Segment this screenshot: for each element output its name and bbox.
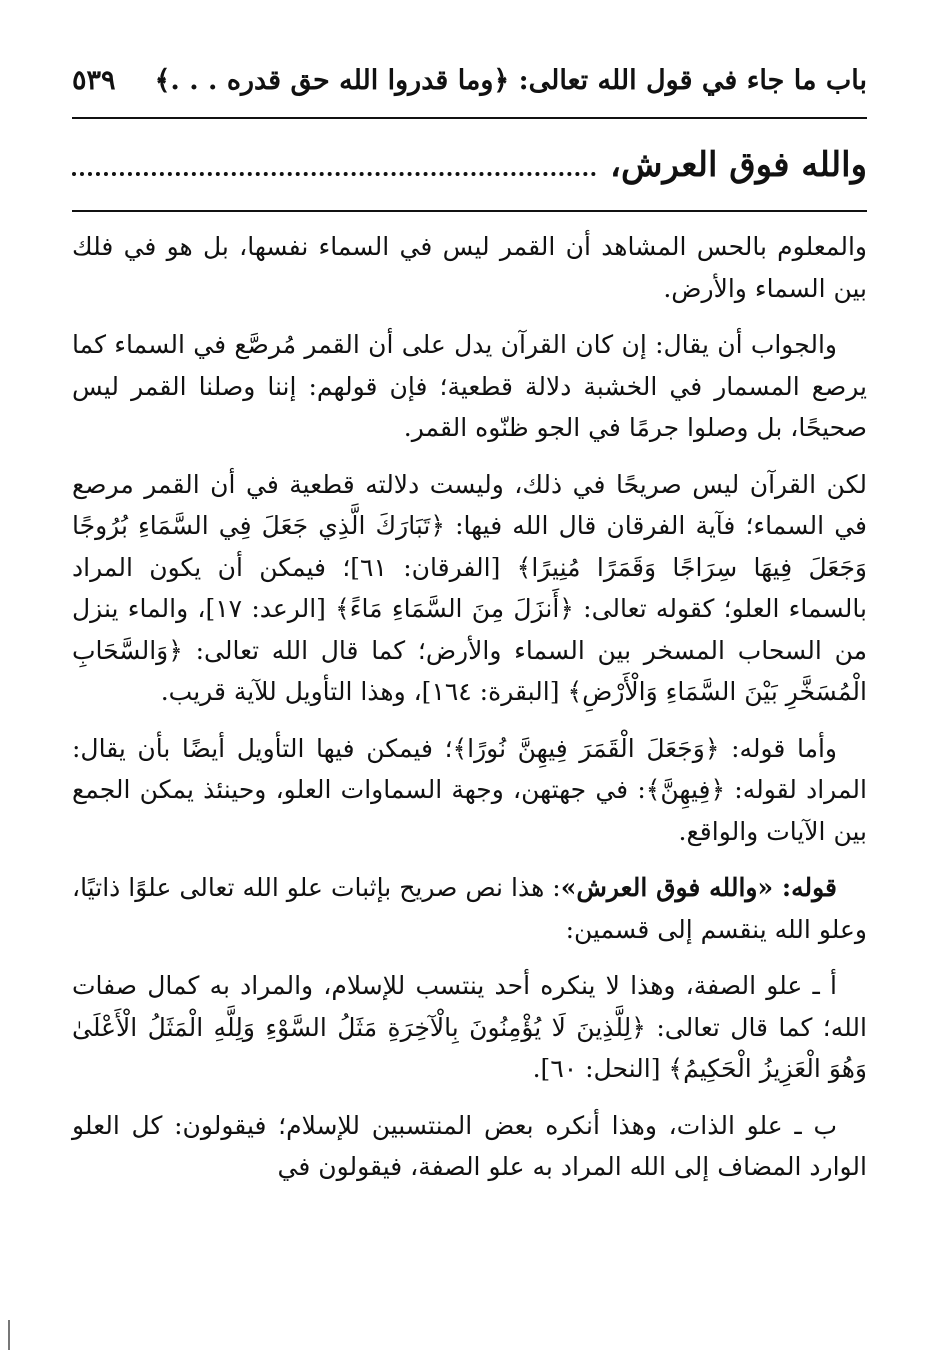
matn-divider <box>72 210 867 212</box>
header-divider <box>72 117 867 119</box>
page-number: ٥٣٩ <box>72 64 116 96</box>
matn-line <box>72 130 867 200</box>
commentary-lead: قوله: «والله فوق العرش» <box>560 873 838 902</box>
scan-edge-mark <box>8 1320 10 1350</box>
running-header <box>72 58 867 102</box>
commentary-text: : هذا نص صريح بإثبات علو الله تعالى علوًا ذاتيًا، وعلو الله ينقسم إلى قسمين: <box>72 873 867 944</box>
paragraph: والمعلوم بالحس المشاهد أن القمر ليس في السماء نفسها، بل هو في فلك بين السماء والأرض. <box>72 232 867 303</box>
dotted-leader <box>72 154 596 176</box>
paragraph: أ ـ علو الصفة، وهذا لا ينكره أحد ينتسب للإسلام، والمراد به كمال صفات الله؛ كما قال تعالى: ﴿لِلَّذِينَ لَا يُؤْمِنُونَ بِالْآخِرَةِ مَثَلُ السَّوْءِ وَلِلَّهِ الْمَثَلُ الْأَعْلَىٰ وَهُوَ الْعَزِيزُ الْحَكِيمُ﴾ [النحل: ٦٠]. <box>72 971 867 1083</box>
matn-text: والله فوق العرش، <box>609 145 867 185</box>
commentary-paragraph <box>72 867 867 950</box>
paragraph: وأما قوله: ﴿وَجَعَلَ الْقَمَرَ فِيهِنَّ نُورًا﴾؛ فيمكن فيها التأويل أيضًا بأن يقال: المراد لقوله: ﴿فِيهِنَّ﴾: في جهتهن، وجهة السماوات العلو، وحينئذ يمكن الجمع بين الآيات والواقع. <box>72 733 867 846</box>
paragraph: والجواب أن يقال: إن كان القرآن يدل على أن القمر مُرصَّع في السماء كما يرصع المسمار في الخشبة دلالة قطعية؛ فإن قولهم: إننا وصلنا القمر ليس صحيحًا، بل وصلوا جرمًا في الجو ظنّوه القمر. <box>72 330 867 442</box>
paragraph: ب ـ علو الذات، وهذا أنكره بعض المنتسبين للإسلام؛ فيقولون: كل العلو الوارد المضاف إلى الله المراد به علو الصفة، فيقولون في <box>72 1110 867 1181</box>
paragraph: لكن القرآن ليس صريحًا في ذلك، وليست دلالته قطعية في أن القمر مرصع في السماء؛ فآية الفرقان قال الله فيها: ﴿تَبَارَكَ الَّذِي جَعَلَ فِي السَّمَاءِ بُرُوجًا وَجَعَلَ فِيهَا سِرَاجًا وَقَمَرًا مُنِيرًا﴾ [الفرقان: ٦١]؛ فيمكن أن يكون المراد بالسماء العلو؛ كقوله تعالى: ﴿أَنزَلَ مِنَ السَّمَاءِ مَاءً﴾ [الرعد: ١٧]، والماء ينزل من السحاب المسخر بين السماء والأرض؛ كما قال الله تعالى: ﴿وَالسَّحَابِ الْمُسَخَّرِ بَيْنَ السَّمَاءِ وَالْأَرْضِ﴾ [البقرة: ١٦٤]، وهذا التأويل للآية قريب. <box>72 469 867 706</box>
chapter-title: باب ما جاء في قول الله تعالى: ﴿وما قدروا الله حق قدره . . .﴾ <box>154 64 867 96</box>
body-text <box>72 226 867 1203</box>
